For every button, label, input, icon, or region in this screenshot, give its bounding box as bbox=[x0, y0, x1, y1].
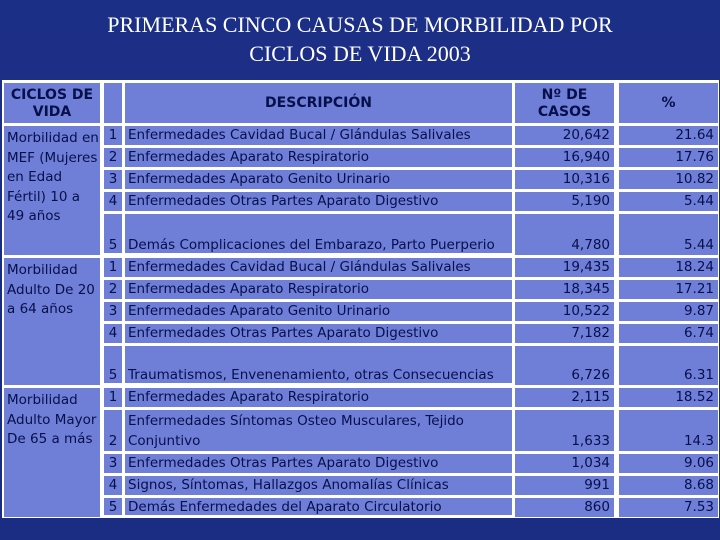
row-description: Traumatismos, Envenenamiento, otras Consecuencias bbox=[125, 346, 512, 385]
row-description: Signos, Síntomas, Hallazgos Anomalías Clínicas bbox=[125, 476, 512, 495]
row-number: 5 bbox=[104, 346, 122, 385]
row-pct: 7.53 bbox=[619, 498, 718, 517]
row-pct: 8.68 bbox=[619, 476, 718, 495]
row-number: 1 bbox=[104, 388, 122, 407]
title-line-2: CICLOS DE VIDA 2003 bbox=[249, 41, 471, 66]
row-casos: 1,633 bbox=[515, 410, 614, 451]
row-description: Enfermedades Aparato Respiratorio bbox=[125, 388, 512, 407]
row-number: 3 bbox=[104, 302, 122, 321]
row-pct: 17.76 bbox=[619, 148, 718, 167]
row-casos: 6,726 bbox=[515, 346, 614, 385]
row-number: 4 bbox=[104, 324, 122, 343]
row-number: 2 bbox=[104, 280, 122, 299]
row-number: 1 bbox=[104, 258, 122, 277]
row-pct: 6.74 bbox=[619, 324, 718, 343]
row-casos: 4,780 bbox=[515, 214, 614, 255]
row-number: 2 bbox=[104, 148, 122, 167]
title-line-1: PRIMERAS CINCO CAUSAS DE MORBILIDAD POR bbox=[107, 12, 613, 37]
row-pct: 14.3 bbox=[619, 410, 718, 451]
group-frame bbox=[101, 385, 515, 517]
row-pct: 5.44 bbox=[619, 192, 718, 211]
row-description: Enfermedades Síntomas Osteo Musculares, Tejido Conjuntivo bbox=[125, 410, 512, 451]
row-casos: 1,034 bbox=[515, 454, 614, 473]
row-casos: 2,115 bbox=[515, 388, 614, 407]
header-pct: % bbox=[619, 83, 718, 123]
row-description: Enfermedades Otras Partes Aparato Digestivo bbox=[125, 324, 512, 343]
row-pct: 5.44 bbox=[619, 214, 718, 255]
row-description: Demás Enfermedades del Aparato Circulatorio bbox=[125, 498, 512, 517]
row-number: 5 bbox=[104, 214, 122, 255]
row-number: 3 bbox=[104, 170, 122, 189]
row-description: Enfermedades Aparato Respiratorio bbox=[125, 280, 512, 299]
row-casos: 991 bbox=[515, 476, 614, 495]
row-pct: 18.52 bbox=[619, 388, 718, 407]
row-pct: 21.64 bbox=[619, 126, 718, 145]
header-descripcion: DESCRIPCIÓN bbox=[125, 83, 512, 123]
row-description: Enfermedades Aparato Genito Urinario bbox=[125, 170, 512, 189]
row-number: 3 bbox=[104, 454, 122, 473]
group-label: Morbilidad Adulto De 20 a 64 años bbox=[4, 258, 100, 385]
row-pct: 17.21 bbox=[619, 280, 718, 299]
row-casos: 19,435 bbox=[515, 258, 614, 277]
group-frame bbox=[101, 255, 515, 385]
row-casos: 20,642 bbox=[515, 126, 614, 145]
row-description: Demás Complicaciones del Embarazo, Parto Puerperio bbox=[125, 214, 512, 255]
group-frame bbox=[101, 123, 515, 255]
row-description: Enfermedades Aparato Genito Urinario bbox=[125, 302, 512, 321]
row-description: Enfermedades Cavidad Bucal / Glándulas Salivales bbox=[125, 126, 512, 145]
row-number: 4 bbox=[104, 192, 122, 211]
row-pct: 9.06 bbox=[619, 454, 718, 473]
group-label: Morbilidad Adulto Mayor De 65 a más bbox=[4, 388, 100, 517]
row-casos: 10,522 bbox=[515, 302, 614, 321]
row-casos: 16,940 bbox=[515, 148, 614, 167]
morbidity-table bbox=[2, 80, 719, 518]
header-frame bbox=[101, 80, 515, 126]
row-number: 1 bbox=[104, 126, 122, 145]
row-number: 2 bbox=[104, 410, 122, 451]
header-ciclos: CICLOS DE VIDA bbox=[4, 83, 100, 123]
row-description: Enfermedades Aparato Respiratorio bbox=[125, 148, 512, 167]
row-pct: 10.82 bbox=[619, 170, 718, 189]
row-number: 4 bbox=[104, 476, 122, 495]
row-pct: 9.87 bbox=[619, 302, 718, 321]
row-description: Enfermedades Otras Partes Aparato Digestivo bbox=[125, 192, 512, 211]
row-number: 5 bbox=[104, 498, 122, 517]
row-casos: 18,345 bbox=[515, 280, 614, 299]
row-casos: 10,316 bbox=[515, 170, 614, 189]
row-pct: 18.24 bbox=[619, 258, 718, 277]
page-title bbox=[0, 10, 720, 68]
header-casos: Nº DE CASOS bbox=[515, 83, 614, 123]
row-casos: 860 bbox=[515, 498, 614, 517]
row-description: Enfermedades Otras Partes Aparato Digestivo bbox=[125, 454, 512, 473]
group-label: Morbilidad en MEF (Mujeres en Edad Fértil) 10 a 49 años bbox=[4, 126, 100, 255]
row-casos: 7,182 bbox=[515, 324, 614, 343]
row-pct: 6.31 bbox=[619, 346, 718, 385]
row-casos: 5,190 bbox=[515, 192, 614, 211]
row-description: Enfermedades Cavidad Bucal / Glándulas Salivales bbox=[125, 258, 512, 277]
